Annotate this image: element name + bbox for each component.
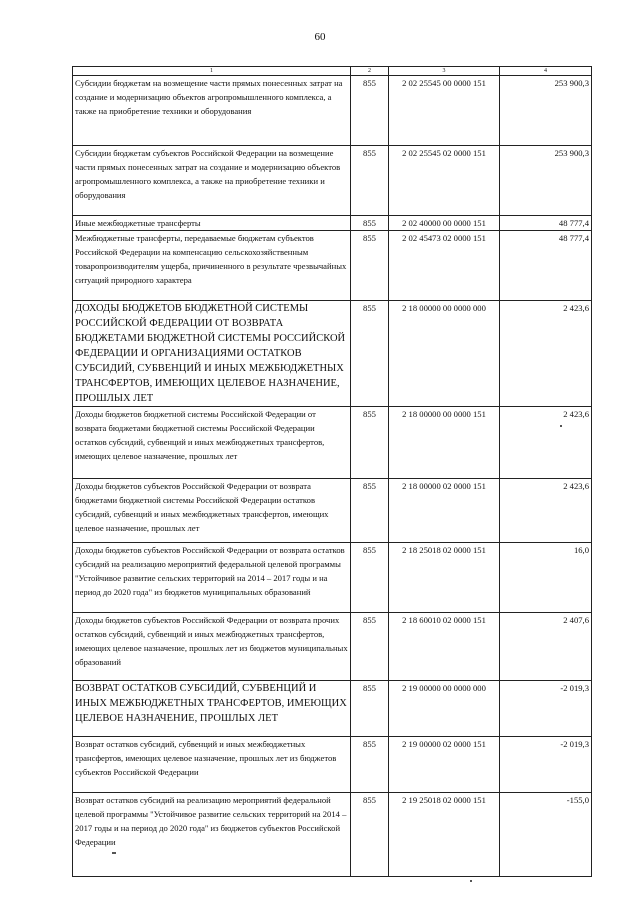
row-admin-code: 855: [351, 737, 389, 793]
table-row: [73, 407, 592, 479]
header-col-1: 1: [73, 67, 351, 76]
row-amount: -2 019,3: [500, 737, 592, 793]
row-admin-code: 855: [351, 793, 389, 877]
row-name: ДОХОДЫ БЮДЖЕТОВ БЮДЖЕТНОЙ СИСТЕМЫ РОССИЙСКОЙ ФЕДЕРАЦИИ ОТ ВОЗВРАТА БЮДЖЕТАМИ БЮДЖЕТНОЙ СИСТЕМЫ РОССИЙСКОЙ ФЕДЕРАЦИИ И ОРГАНИЗАЦИЯМИ ОСТАТКОВ СУБСИДИЙ, СУБВЕНЦИЙ И ИНЫХ МЕЖБЮДЖЕТНЫХ ТРАНСФЕРТОВ, ИМЕЮЩИХ ЦЕЛЕВОЕ НАЗНАЧЕНИЕ, ПРОШЛЫХ ЛЕТ: [73, 301, 351, 407]
budget-table: [72, 66, 592, 877]
scan-mark: [112, 852, 116, 854]
row-name: Доходы бюджетов субъектов Российской Федерации от возврата прочих остатков субсидий, субвенций и иных межбюджетных трансфертов, имеющих целевое назначение, прошлых лет из бюджетов муниципальных образований: [73, 613, 351, 681]
row-admin-code: 855: [351, 301, 389, 407]
row-budget-code: 2 18 00000 00 0000 000: [389, 301, 500, 407]
row-budget-code: 2 18 60010 02 0000 151: [389, 613, 500, 681]
row-amount: 16,0: [500, 543, 592, 613]
row-admin-code: 855: [351, 613, 389, 681]
row-admin-code: 855: [351, 681, 389, 737]
row-name: Доходы бюджетов бюджетной системы Российской Федерации от возврата бюджетами бюджетной системы Российской Федерации остатков субсидий, субвенций и иных межбюджетных трансфертов, имеющих целевое назначение, прошлых лет: [73, 407, 351, 479]
row-admin-code: 855: [351, 543, 389, 613]
row-admin-code: 855: [351, 231, 389, 301]
row-name: Доходы бюджетов субъектов Российской Федерации от возврата остатков субсидий на реализацию мероприятий федеральной целевой программы "Устойчивое развитие сельских территорий на 2014 – 2017 годы и на период до 2020 года" из бюджетов муниципальных образований: [73, 543, 351, 613]
row-budget-code: 2 18 25018 02 0000 151: [389, 543, 500, 613]
table-row: [73, 479, 592, 543]
row-amount: 2 423,6: [500, 479, 592, 543]
table-row: [73, 543, 592, 613]
row-amount: 48 777,4: [500, 216, 592, 231]
table-row: [73, 231, 592, 301]
row-admin-code: 855: [351, 479, 389, 543]
row-name: Доходы бюджетов субъектов Российской Федерации от возврата бюджетами бюджетной системы Российской Федерации остатков субсидий, субвенций и иных межбюджетных трансфертов, имеющих целевое назначение, прошлых лет: [73, 479, 351, 543]
row-amount: 2 407,6: [500, 613, 592, 681]
row-budget-code: 2 18 00000 02 0000 151: [389, 479, 500, 543]
table-row: [73, 216, 592, 231]
row-amount: 2 423,6: [500, 407, 592, 479]
header-col-3: 3: [389, 67, 500, 76]
page-number: 60: [314, 31, 326, 43]
table-row: [73, 76, 592, 146]
row-amount: 253 900,3: [500, 146, 592, 216]
row-amount: 253 900,3: [500, 76, 592, 146]
row-admin-code: 855: [351, 146, 389, 216]
row-name: Субсидии бюджетам субъектов Российской Федерации на возмещение части прямых понесенных затрат на создание и модернизацию объектов агропромышленного комплекса, а также на приобретение техники и оборудования: [73, 146, 351, 216]
row-admin-code: 855: [351, 216, 389, 231]
row-name: Субсидии бюджетам на возмещение части прямых понесенных затрат на создание и модернизацию объектов агропромышленного комплекса, а также на приобретение техники и оборудования: [73, 76, 351, 146]
row-budget-code: 2 19 00000 00 0000 000: [389, 681, 500, 737]
scan-mark: [560, 425, 562, 427]
row-admin-code: 855: [351, 76, 389, 146]
table-row: [73, 681, 592, 737]
row-budget-code: 2 02 25545 00 0000 151: [389, 76, 500, 146]
header-col-2: 2: [351, 67, 389, 76]
table-row: [73, 737, 592, 793]
row-budget-code: 2 18 00000 00 0000 151: [389, 407, 500, 479]
row-admin-code: 855: [351, 407, 389, 479]
row-amount: 48 777,4: [500, 231, 592, 301]
row-name: Возврат остатков субсидий, субвенций и иных межбюджетных трансфертов, имеющих целевое назначение, прошлых лет из бюджетов субъектов Российской Федерации: [73, 737, 351, 793]
row-amount: -2 019,3: [500, 681, 592, 737]
row-budget-code: 2 02 40000 00 0000 151: [389, 216, 500, 231]
table-row: [73, 793, 592, 877]
table-row: [73, 146, 592, 216]
table-header-row: [73, 67, 592, 76]
header-col-4: 4: [500, 67, 592, 76]
row-budget-code: 2 02 25545 02 0000 151: [389, 146, 500, 216]
row-budget-code: 2 02 45473 02 0000 151: [389, 231, 500, 301]
table-row: [73, 613, 592, 681]
table-row: [73, 301, 592, 407]
row-amount: -155,0: [500, 793, 592, 877]
row-budget-code: 2 19 00000 02 0000 151: [389, 737, 500, 793]
row-name: Межбюджетные трансферты, передаваемые бюджетам субъектов Российской Федерации на компенсацию сельскохозяйственным товаропроизводителям ущерба, причиненного в результате чрезвычайных ситуаций природного характера: [73, 231, 351, 301]
row-amount: 2 423,6: [500, 301, 592, 407]
row-name: Иные межбюджетные трансферты: [73, 216, 351, 231]
row-name: Возврат остатков субсидий на реализацию мероприятий федеральной целевой программы "Устойчивое развитие сельских территорий на 2014 – 2017 годы и на период до 2020 года" из бюджетов субъектов Российской Федерации: [73, 793, 351, 877]
scan-mark: [470, 880, 472, 882]
row-name: ВОЗВРАТ ОСТАТКОВ СУБСИДИЙ, СУБВЕНЦИЙ И ИНЫХ МЕЖБЮДЖЕТНЫХ ТРАНСФЕРТОВ, ИМЕЮЩИХ ЦЕЛЕВОЕ НАЗНАЧЕНИЕ, ПРОШЛЫХ ЛЕТ: [73, 681, 351, 737]
row-budget-code: 2 19 25018 02 0000 151: [389, 793, 500, 877]
